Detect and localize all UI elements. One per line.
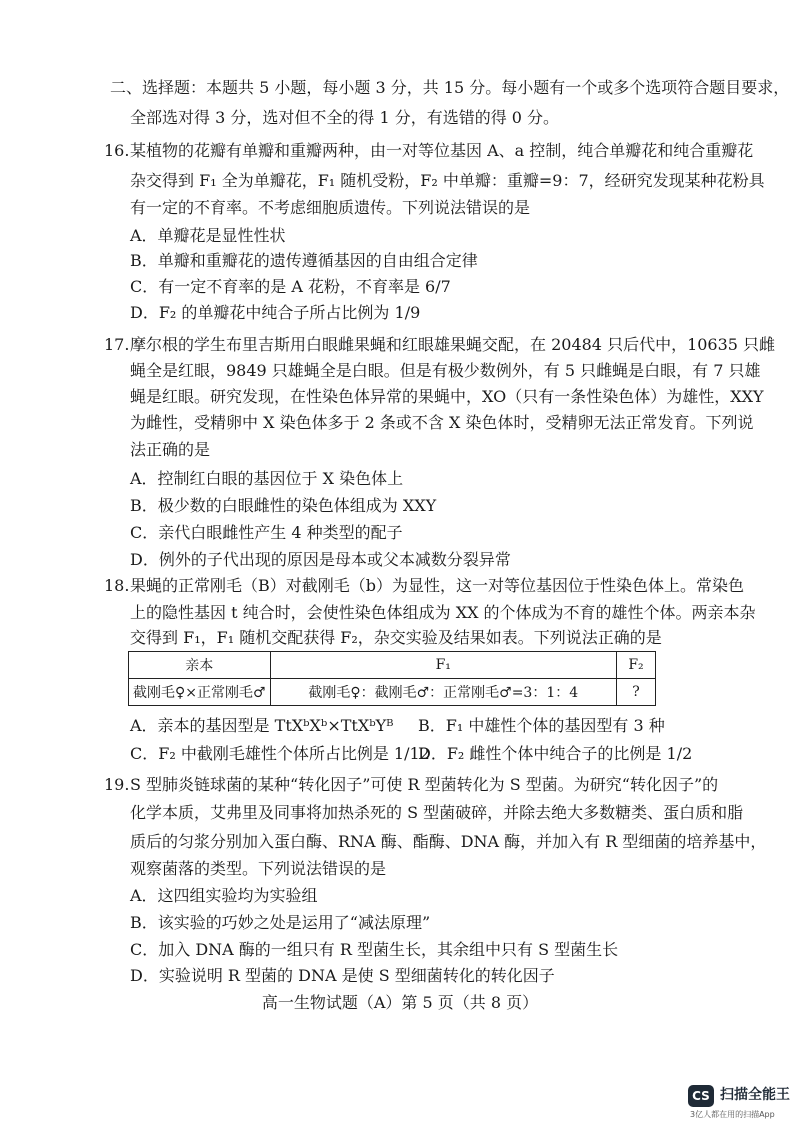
question-stem: 上的隐性基因 t 纯合时，会使性染色体组成为 XX 的个体成为不育的雄性个体。两亲本杂 xyxy=(130,603,756,622)
option-c: C．有一定不育率的是 A 花粉，不育率是 6/7 xyxy=(130,277,451,296)
table-cell: ? xyxy=(617,679,656,706)
option-b: B．单瓣和重瓣花的遗传遵循基因的自由组合定律 xyxy=(130,251,478,270)
question-stem: 摩尔根的学生布里吉斯用白眼雌果蝇和红眼雄果蝇交配，在 20484 只后代中，10635 只雌 xyxy=(130,335,776,354)
table-row xyxy=(129,679,656,706)
option-c: C．加入 DNA 酶的一组只有 R 型菌生长，其余组中只有 S 型菌生长 xyxy=(130,940,619,959)
section-heading-line-1: 二、选择题：本题共 5 小题，每小题 3 分，共 15 分。每小题有一个或多个选项符合题目要求， xyxy=(110,78,790,97)
table-header-cell: 亲本 xyxy=(129,652,271,679)
camscanner-logo-icon: CS xyxy=(688,1085,714,1107)
option-a: A．控制红白眼的基因位于 X 染色体上 xyxy=(130,469,404,488)
option-b: B．F₁ 中雄性个体的基因型有 3 种 xyxy=(418,716,665,735)
option-a: A．亲本的基因型是 TtXᵇXᵇ×TtXᵇYᴮ xyxy=(130,716,394,735)
option-b: B．极少数的白眼雌性的染色体组成为 XXY xyxy=(130,496,437,515)
question-stem: 蝇全是红眼，9849 只雄蝇全是白眼。但是有极少数例外，有 5 只雌蝇是白眼，有 7 只雄 xyxy=(130,361,761,380)
option-b: B．该实验的巧妙之处是运用了“减法原理” xyxy=(130,913,431,932)
question-number: 16. xyxy=(104,141,130,160)
question-stem: 某植物的花瓣有单瓣和重瓣两种，由一对等位基因 A、a 控制，纯合单瓣花和纯合重瓣花 xyxy=(130,141,754,160)
table-header-cell: F₂ xyxy=(617,652,656,679)
question-stem: 有一定的不育率。不考虑细胞质遗传。下列说法错误的是 xyxy=(130,198,531,217)
question-stem: 观察菌落的类型。下列说法错误的是 xyxy=(130,859,387,878)
question-stem: 蝇是红眼。研究发现，在性染色体异常的果蝇中，XO（只有一条性染色体）为雄性，XXY xyxy=(130,387,764,406)
table-cell: 截刚毛♀×正常刚毛♂ xyxy=(129,679,271,706)
page-footer: 高一生物试题（A）第 5 页（共 8 页） xyxy=(261,993,539,1012)
question-number: 19. xyxy=(104,775,130,794)
option-d: D．例外的子代出现的原因是母本或父本减数分裂异常 xyxy=(130,550,511,569)
option-d: D．F₂ 的单瓣花中纯合子所占比例为 1/9 xyxy=(130,303,421,322)
question-stem: 化学本质，艾弗里及同事将加热杀死的 S 型菌破碎，并除去绝大多数糖类、蛋白质和脂 xyxy=(130,803,744,822)
table-cell: 截刚毛♀：截刚毛♂：正常刚毛♂=3：1：4 xyxy=(270,679,616,706)
question-stem: 交得到 F₁，F₁ 随机交配获得 F₂，杂交实验及结果如表。下列说法正确的是 xyxy=(130,628,662,647)
option-c: C．F₂ 中截刚毛雄性个体所占比例是 1/12 xyxy=(130,744,430,763)
question-stem: 果蝇的正常刚毛（B）对截刚毛（b）为显性，这一对等位基因位于性染色体上。常染色 xyxy=(130,576,745,595)
question-stem: S 型肺炎链球菌的某种“转化因子”可使 R 型菌转化为 S 型菌。为研究“转化因子”的 xyxy=(130,775,719,794)
table-header-cell: F₁ xyxy=(270,652,616,679)
option-a: A．这四组实验均为实验组 xyxy=(130,886,318,905)
table-header-row xyxy=(129,652,656,679)
option-d: D．F₂ 雌性个体中纯合子的比例是 1/2 xyxy=(418,744,693,763)
camscanner-name: 扫描全能王 xyxy=(720,1087,790,1103)
question-stem: 为雌性，受精卵中 X 染色体多于 2 条或不含 X 染色体时，受精卵无法正常发育。下列说 xyxy=(130,413,754,432)
option-d: D．实验说明 R 型菌的 DNA 是使 S 型细菌转化的转化因子 xyxy=(130,966,555,985)
camscanner-tagline: 3亿人都在用的扫描App xyxy=(690,1110,775,1119)
question-stem: 质后的匀浆分别加入蛋白酶、RNA 酶、酯酶、DNA 酶，并加入有 R 型细菌的培养基中， xyxy=(130,832,767,851)
option-a: A．单瓣花是显性性状 xyxy=(130,226,286,245)
question-number: 17. xyxy=(104,335,130,354)
option-c: C．亲代白眼雌性产生 4 种类型的配子 xyxy=(130,523,403,542)
cross-experiment-table xyxy=(128,651,656,706)
question-number: 18. xyxy=(104,576,130,595)
question-stem: 杂交得到 F₁ 全为单瓣花，F₁ 随机受粉，F₂ 中单瓣：重瓣=9：7，经研究发现某种花粉具 xyxy=(130,171,765,190)
section-heading-line-2: 全部选对得 3 分，选对但不全的得 1 分，有选错的得 0 分。 xyxy=(130,108,560,127)
question-stem: 法正确的是 xyxy=(130,440,211,459)
